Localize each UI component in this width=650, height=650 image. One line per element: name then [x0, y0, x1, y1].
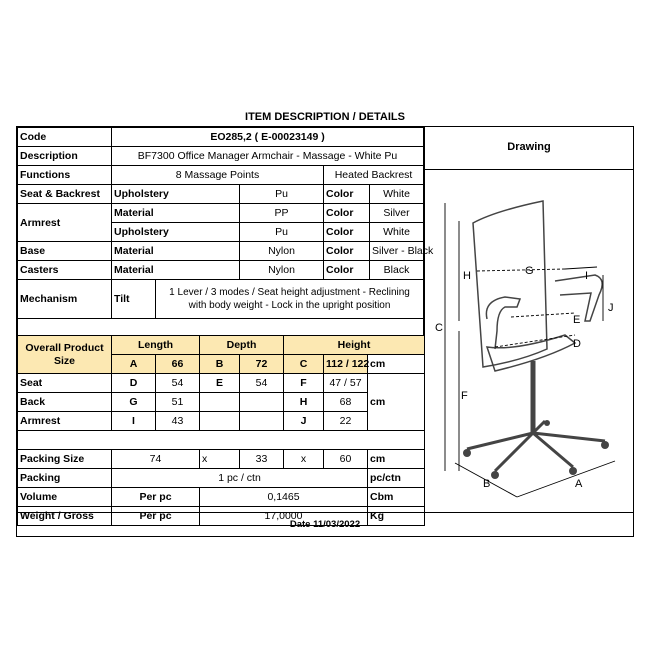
row-description: [18, 147, 424, 166]
packing-size-x2: x: [284, 450, 324, 469]
drawing-divider: [425, 169, 633, 170]
back-h-label: H: [284, 393, 324, 412]
overall-label-line-1: Overall Product: [25, 341, 104, 354]
packing-size-x1: x: [200, 450, 240, 469]
chair-base-legs: [467, 421, 605, 471]
row-overall-headers: [18, 336, 425, 355]
row-armrest-dim: [18, 412, 425, 431]
volume-per: Per pc: [112, 488, 200, 507]
row-armrest-material: [18, 204, 424, 223]
armrest-dim-label: Armrest: [18, 412, 112, 431]
row-volume: [18, 488, 425, 507]
seat-backrest-value-2: White: [370, 185, 424, 204]
functions-value-2: Heated Backrest: [324, 166, 424, 185]
chair-left-arm: [486, 297, 520, 349]
row-back: [18, 393, 425, 412]
label-a: A: [575, 478, 583, 490]
base-label: Base: [18, 242, 112, 261]
label-b: B: [483, 478, 491, 490]
row-seat: [18, 374, 425, 393]
seat-d-value: 54: [156, 374, 200, 393]
armrest-value-2: Silver: [370, 204, 424, 223]
packing-label: Packing: [18, 469, 112, 488]
casters-value-2: Black: [370, 261, 424, 280]
weight-value: 17,0000: [200, 507, 368, 526]
seat-backrest-value-1: Pu: [240, 185, 324, 204]
seat-f-label: F: [284, 374, 324, 393]
weight-per: Per pc: [112, 507, 200, 526]
description-label: Description: [18, 147, 112, 166]
row-seat-backrest: [18, 185, 424, 204]
mechanism-label: Mechanism: [18, 280, 112, 319]
volume-label: Volume: [18, 488, 112, 507]
label-g: G: [525, 265, 534, 277]
back-g-label: G: [112, 393, 156, 412]
casters-label: Casters: [18, 261, 112, 280]
casters-key-1: Material: [112, 261, 240, 280]
height-header: Height: [284, 336, 425, 355]
label-d: D: [573, 338, 581, 350]
armrest-j-value: 22: [324, 412, 368, 431]
dim-c-value: 112 / 122: [324, 355, 368, 374]
dim-b-label: B: [200, 355, 240, 374]
label-h: H: [463, 270, 471, 282]
dimension-labels: [435, 265, 614, 490]
footer-date: Date 11/03/2022: [17, 512, 633, 537]
chair-backrest: [473, 201, 547, 367]
packing-size-v3: 60: [324, 450, 368, 469]
seat-e-value: 54: [240, 374, 284, 393]
seat-e-label: E: [200, 374, 240, 393]
weight-label: Weight / Gross: [18, 507, 112, 526]
dim-c-label: C: [284, 355, 324, 374]
drawing-title: Drawing: [507, 141, 551, 153]
spec-sheet: [16, 126, 634, 537]
armrest-value-3: Pu: [240, 223, 324, 242]
armrest-key-4: Color: [324, 223, 370, 242]
gap-row-2: [18, 431, 425, 450]
seat-label: Seat: [18, 374, 112, 393]
base-value-2: Silver - Black: [370, 242, 424, 261]
casters-value-1: Nylon: [240, 261, 324, 280]
mechanism-line-1: 1 Lever / 3 modes / Seat height adjustment - Reclining: [169, 287, 410, 298]
packing-size-v2: 33: [240, 450, 284, 469]
armrest-j-label: J: [284, 412, 324, 431]
seat-backrest-key-1: Upholstery: [112, 185, 240, 204]
measurements-unit: cm: [368, 374, 425, 431]
mechanism-line-2: with body weight - Lock in the upright position: [188, 300, 391, 311]
seat-backrest-label: Seat & Backrest: [18, 185, 112, 204]
overall-label: [18, 336, 112, 374]
seat-d-label: D: [112, 374, 156, 393]
row-packing: [18, 469, 425, 488]
weight-unit: Kg: [368, 507, 425, 526]
functions-label: Functions: [18, 166, 112, 185]
row-code: [18, 128, 424, 147]
armrest-key-1: Material: [112, 204, 240, 223]
armrest-key-3: Upholstery: [112, 223, 240, 242]
overall-unit: cm: [368, 355, 425, 374]
label-f: F: [461, 390, 468, 402]
armrest-i-value: 43: [156, 412, 200, 431]
row-casters: [18, 261, 424, 280]
seat-backrest-key-2: Color: [324, 185, 370, 204]
depth-header: Depth: [200, 336, 284, 355]
armrest-i-label: I: [112, 412, 156, 431]
volume-value: 0,1465: [200, 488, 368, 507]
length-header: Length: [112, 336, 200, 355]
label-c: C: [435, 322, 443, 334]
label-i: I: [585, 270, 589, 282]
overall-label-line-2: Size: [53, 354, 75, 367]
chair-drawing: [425, 171, 633, 511]
armrest-value-4: White: [370, 223, 424, 242]
packing-size-v1: 74: [112, 450, 200, 469]
functions-value-1: 8 Massage Points: [112, 166, 324, 185]
armrest-label: Armrest: [18, 204, 112, 242]
row-packing-size: [18, 450, 425, 469]
drawing-panel: [424, 127, 633, 512]
mechanism-value: [156, 280, 424, 319]
base-value-1: Nylon: [240, 242, 324, 261]
code-label: Code: [18, 128, 112, 147]
spec-table: [17, 127, 434, 338]
packing-unit: pc/ctn: [368, 469, 425, 488]
mechanism-key: Tilt: [112, 280, 156, 319]
back-g-value: 51: [156, 393, 200, 412]
row-base: [18, 242, 424, 261]
dim-b-value: 72: [240, 355, 284, 374]
row-functions: [18, 166, 424, 185]
seat-f-value: 47 / 57: [324, 374, 368, 393]
dim-a-label: A: [112, 355, 156, 374]
casters-key-2: Color: [324, 261, 370, 280]
armrest-key-2: Color: [324, 204, 370, 223]
label-e: E: [573, 314, 581, 326]
dimensions-table: [17, 335, 425, 526]
back-h-value: 68: [324, 393, 368, 412]
base-key-1: Material: [112, 242, 240, 261]
packing-size-label: Packing Size: [18, 450, 112, 469]
label-j: J: [608, 302, 614, 314]
dim-a-value: 66: [156, 355, 200, 374]
description-value: BF7300 Office Manager Armchair - Massage - White Pu: [112, 147, 424, 166]
volume-unit: Cbm: [368, 488, 425, 507]
document-title: ITEM DESCRIPTION / DETAILS: [245, 111, 405, 123]
code-value: EO285,2 ( E-00023149 ): [112, 128, 424, 147]
row-mechanism: [18, 280, 424, 319]
packing-size-unit: cm: [368, 450, 425, 469]
armrest-value-1: PP: [240, 204, 324, 223]
packing-value: 1 pc / ctn: [112, 469, 368, 488]
base-key-2: Color: [324, 242, 370, 261]
back-label: Back: [18, 393, 112, 412]
